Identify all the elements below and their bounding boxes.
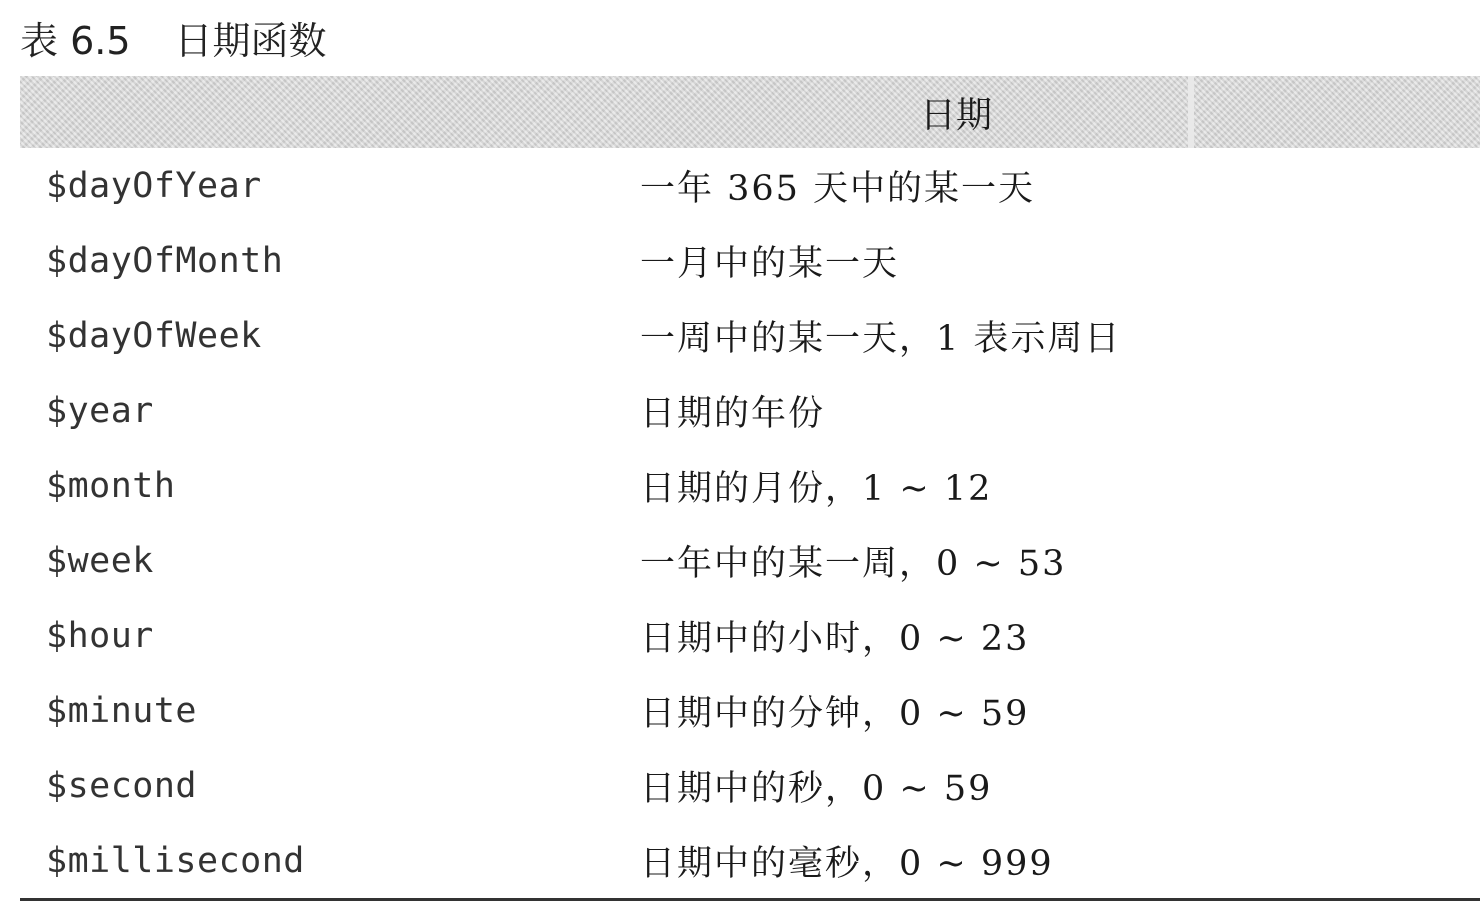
function-name: $month xyxy=(46,465,176,506)
table-caption xyxy=(20,12,327,62)
table-row xyxy=(20,748,1480,823)
table-row xyxy=(20,823,1480,898)
function-description: 日期中的毫秒，0 ~ 999 xyxy=(640,843,1054,884)
function-description: 日期中的秒，0 ~ 59 xyxy=(640,768,993,809)
function-name: $hour xyxy=(46,615,154,656)
function-name: $second xyxy=(46,765,198,806)
date-functions-table xyxy=(20,76,1480,898)
function-description: 一月中的某一天 xyxy=(640,243,900,284)
table-title: 日期函数 xyxy=(174,18,327,63)
table-bottom-rule xyxy=(20,898,1480,901)
table-row xyxy=(20,523,1480,598)
table-row xyxy=(20,298,1480,373)
function-name: $year xyxy=(46,390,154,431)
table-row xyxy=(20,223,1480,298)
function-name: $dayOfMonth xyxy=(46,240,284,281)
table-row xyxy=(20,598,1480,673)
function-description: 一年 365 天中的某一天 xyxy=(640,168,1036,209)
function-description: 日期的月份，1 ~ 12 xyxy=(640,468,993,509)
function-description: 一周中的某一天，1 表示周日 xyxy=(640,318,1122,359)
function-description: 日期中的小时，0 ~ 23 xyxy=(640,618,1030,659)
function-name: $week xyxy=(46,540,154,581)
function-description: 日期中的分钟，0 ~ 59 xyxy=(640,693,1030,734)
function-name: $dayOfWeek xyxy=(46,315,262,356)
header-divider xyxy=(1188,76,1194,148)
table-row xyxy=(20,373,1480,448)
function-description: 日期的年份 xyxy=(640,393,826,434)
table-row xyxy=(20,448,1480,523)
table-row xyxy=(20,673,1480,748)
table-number: 表 6.5 xyxy=(20,18,131,63)
function-description: 一年中的某一周，0 ~ 53 xyxy=(640,543,1067,584)
table-row xyxy=(20,148,1480,223)
table-header-cell: 日期 xyxy=(920,94,993,136)
function-name: $minute xyxy=(46,690,198,731)
function-name: $millisecond xyxy=(46,840,305,881)
function-name: $dayOfYear xyxy=(46,165,262,206)
table-header-row xyxy=(20,76,1480,148)
